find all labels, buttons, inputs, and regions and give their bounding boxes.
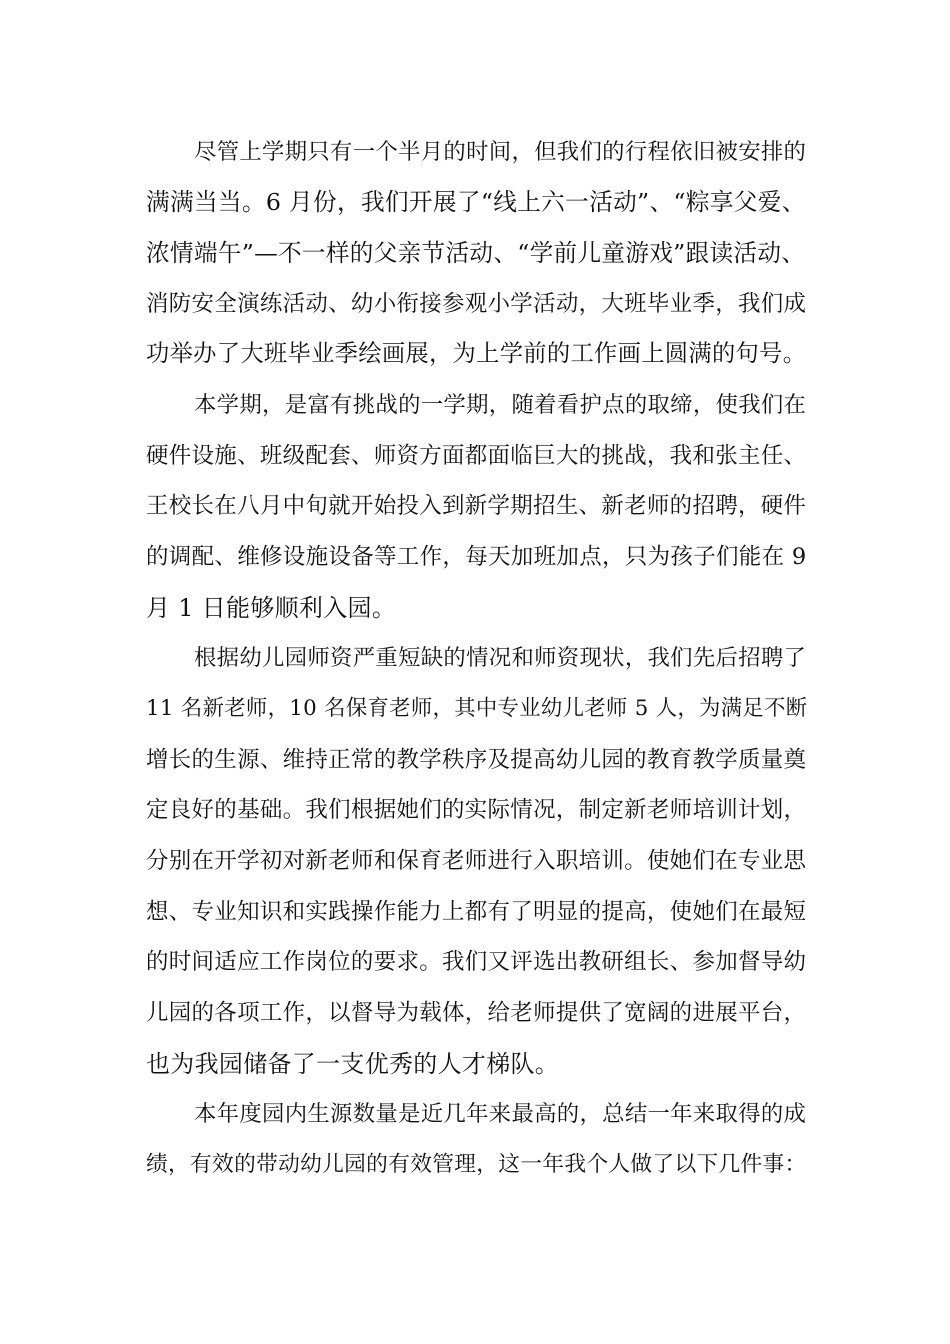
paragraph-3-line-2: 11 名新老师，10 名保育老师，其中专业幼儿老师 5 人，为满足不断 bbox=[146, 696, 808, 721]
paragraph-2-line-1: 本学期，是富有挑战的一学期，随着看护点的取缔，使我们在 bbox=[194, 392, 807, 418]
paragraph-2-line-2: 硬件设施、班级配套、师资方面都面临巨大的挑战，我和张主任、 bbox=[146, 443, 807, 469]
paragraph-3-line-3: 增长的生源、维持正常的教学秩序及提高幼儿园的教育教学质量奠 bbox=[146, 747, 807, 773]
paragraph-3-line-7: 的时间适应工作岗位的要求。我们又评选出教研组长、参加督导幼 bbox=[146, 949, 807, 975]
paragraph-1-line-2: 满满当当。6 月份，我们开展了“线上六一活动”、“粽享父爱、 bbox=[146, 188, 806, 216]
paragraph-1-line-5: 功举办了大班毕业季绘画展，为上学前的工作画上圆满的句号。 bbox=[146, 340, 807, 367]
paragraph-3-line-4: 定良好的基础。我们根据她们的实际情况，制定新老师培训计划， bbox=[146, 797, 807, 823]
paragraph-4-line-1: 本年度园内生源数量是近几年来最高的，总结一年来取得的成 bbox=[194, 1101, 807, 1127]
paragraph-1-line-4: 消防安全演练活动、幼小衔接参观小学活动，大班毕业季，我们成 bbox=[146, 291, 807, 317]
paragraph-1-line-3: 浓情端午”—不一样的父亲节活动、“学前儿童游戏”跟读活动、 bbox=[146, 239, 806, 267]
paragraph-3-line-6: 想、专业知识和实践操作能力上都有了明显的提高，使她们在最短 bbox=[146, 899, 807, 925]
paragraph-3-line-5: 分别在开学初对新老师和保育老师进行入职培训。使她们在专业思 bbox=[146, 848, 807, 874]
paragraph-3-line-9: 也为我园储备了一支优秀的人才梯队。 bbox=[146, 1050, 560, 1078]
paragraph-4-line-2: 绩，有效的带动幼儿园的有效管理，这一年我个人做了以下几件事： bbox=[146, 1152, 807, 1177]
paragraph-3-line-8: 儿园的各项工作，以督导为载体，给老师提供了宽阔的进展平台， bbox=[146, 1000, 807, 1026]
paragraph-2-line-3: 王校长在八月中旬就开始投入到新学期招生、新老师的招聘，硬件 bbox=[146, 493, 807, 519]
paragraph-1-line-1: 尽管上学期只有一个半月的时间，但我们的行程依旧被安排的 bbox=[194, 139, 807, 165]
paragraph-3-line-1: 根据幼儿园师资严重短缺的情况和师资现状，我们先后招聘了 bbox=[194, 645, 807, 671]
paragraph-2-line-4: 的调配、维修设施设备等工作，每天加班加点，只为孩子们能在 9 bbox=[146, 544, 807, 570]
paragraph-2-line-5: 月 1 日能够顺利入园。 bbox=[146, 594, 397, 622]
